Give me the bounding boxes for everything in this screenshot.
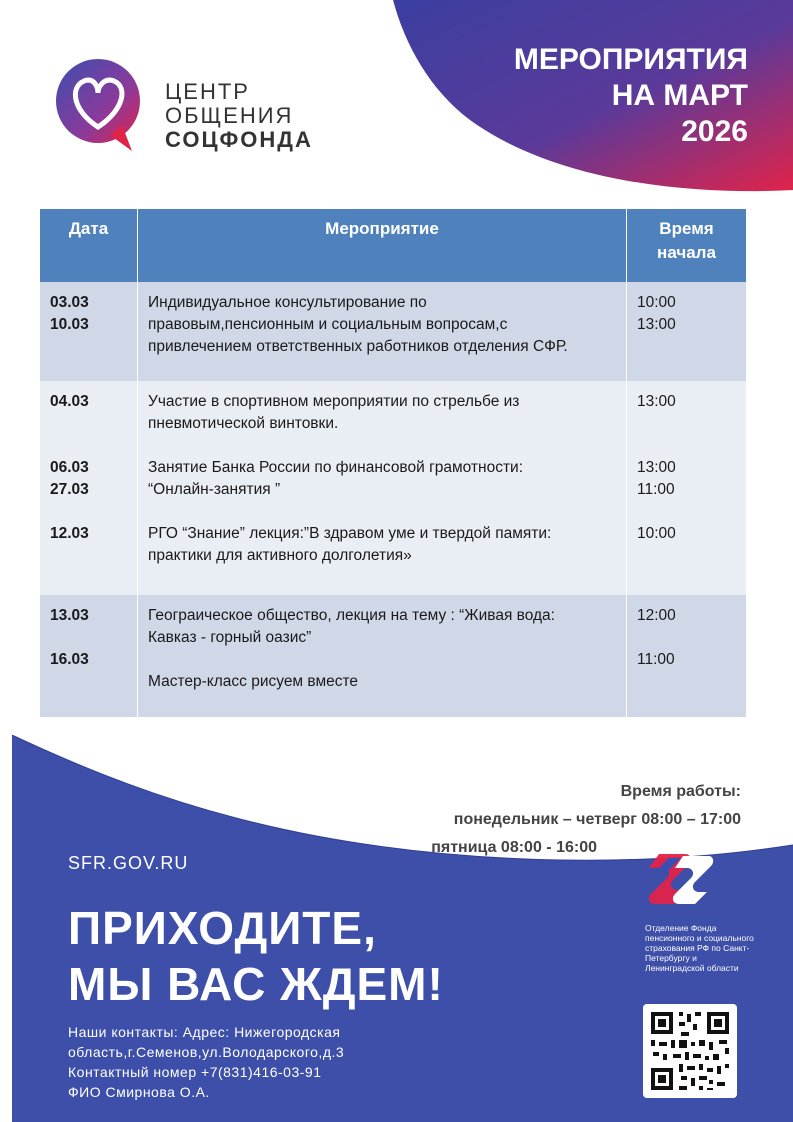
slogan [68, 900, 444, 1012]
work-hours-weekdays: понедельник – четверг 08:00 – 17:00 [453, 811, 741, 828]
header-time [627, 209, 747, 282]
row-times [627, 381, 747, 595]
table-row [40, 282, 747, 381]
row-event [138, 381, 627, 595]
date: 06.03 [50, 459, 89, 476]
date: 27.03 [50, 481, 89, 498]
logo-line-1: ЦЕНТР [165, 79, 250, 104]
event-line: правовым,пенсионным и социальным вопросам,с [148, 316, 508, 333]
heart-speech-bubble-icon [52, 55, 152, 155]
contacts [68, 1022, 388, 1102]
header-time-line-1: Время [659, 219, 714, 238]
event-line: пневмотической винтовки. [148, 415, 339, 432]
event-line: Занятие Банка России по финансовой грамотности: [148, 459, 524, 476]
time: 10:00 [637, 294, 676, 311]
header-time-line-2: начала [657, 243, 716, 262]
row-dates [40, 282, 138, 381]
table-header-row [40, 209, 747, 282]
website-link[interactable]: SFR.GOV.RU [68, 853, 189, 873]
time: 11:00 [637, 651, 675, 668]
logo-text [165, 80, 313, 152]
page-title [418, 42, 748, 150]
row-dates [40, 381, 138, 595]
title-line-1: МЕРОПРИЯТИЯ [513, 43, 748, 76]
table-row [40, 595, 747, 717]
time: 10:00 [637, 525, 676, 542]
contacts-line-1: Наши контакты: Адрес: Нижегородская [68, 1024, 341, 1040]
event-line: Участие в спортивном мероприятии по стрельбе из [148, 393, 520, 410]
work-hours-title: Время работы: [620, 783, 741, 800]
events-table [40, 209, 747, 717]
date: 03.03 [50, 294, 89, 311]
date: 16.03 [50, 651, 89, 668]
qr-code[interactable] [643, 1004, 737, 1098]
logo-line-3: СОЦФОНДА [165, 127, 313, 152]
header-event: Мероприятие [138, 209, 627, 282]
event-line: РГО “Знание” лекция:”В здравом уме и твердой памяти: [148, 525, 552, 542]
work-hours-friday: пятница 08:00 - 16:00 [431, 839, 597, 856]
row-event [138, 282, 627, 381]
contacts-line-2: область,г.Семенов,ул.Володарского,д.3 [68, 1044, 345, 1060]
row-dates [40, 595, 138, 717]
slogan-line-2: МЫ ВАС ЖДЕМ! [68, 958, 444, 1010]
header-date: Дата [40, 209, 138, 282]
title-line-2: НА МАРТ [611, 79, 748, 112]
contacts-line-3: Контактный номер +7(831)416-03-91 [68, 1064, 322, 1080]
row-times [627, 282, 747, 381]
row-times [627, 595, 747, 717]
title-line-3: 2026 [681, 115, 748, 148]
event-line: “Онлайн-занятия ” [148, 481, 281, 498]
time: 13:00 [637, 393, 676, 410]
row-event [138, 595, 627, 717]
event-line: Мастер-класс рисуем вместе [148, 673, 359, 690]
event-line: Индивидуальное консультирование по [148, 294, 427, 311]
date: 04.03 [50, 393, 89, 410]
slogan-line-1: ПРИХОДИТЕ, [68, 902, 377, 954]
time: 13:00 [637, 459, 676, 476]
sfr-logo-icon [645, 850, 715, 910]
time: 13:00 [637, 316, 676, 333]
table-row [40, 381, 747, 595]
date: 12.03 [50, 525, 89, 542]
date: 10.03 [50, 316, 89, 333]
logo-line-2: ОБЩЕНИЯ [165, 103, 294, 128]
time: 12:00 [637, 607, 676, 624]
date: 13.03 [50, 607, 89, 624]
sfr-caption: Отделение Фонда пенсионного и социального страхования РФ по Санкт-Петербургу и Ленинградской области [645, 923, 754, 973]
event-line: практики для активного долголетия» [148, 547, 412, 564]
event-line: Кавказ - горный оазис” [148, 629, 312, 646]
event-line: Геограическое общество, лекция на тему : “Живая вода: [148, 607, 555, 624]
contacts-line-4: ФИО Смирнова О.А. [68, 1084, 210, 1100]
time: 11:00 [637, 481, 675, 498]
event-line: привлечением ответственных работников отделения СФР. [148, 338, 568, 355]
